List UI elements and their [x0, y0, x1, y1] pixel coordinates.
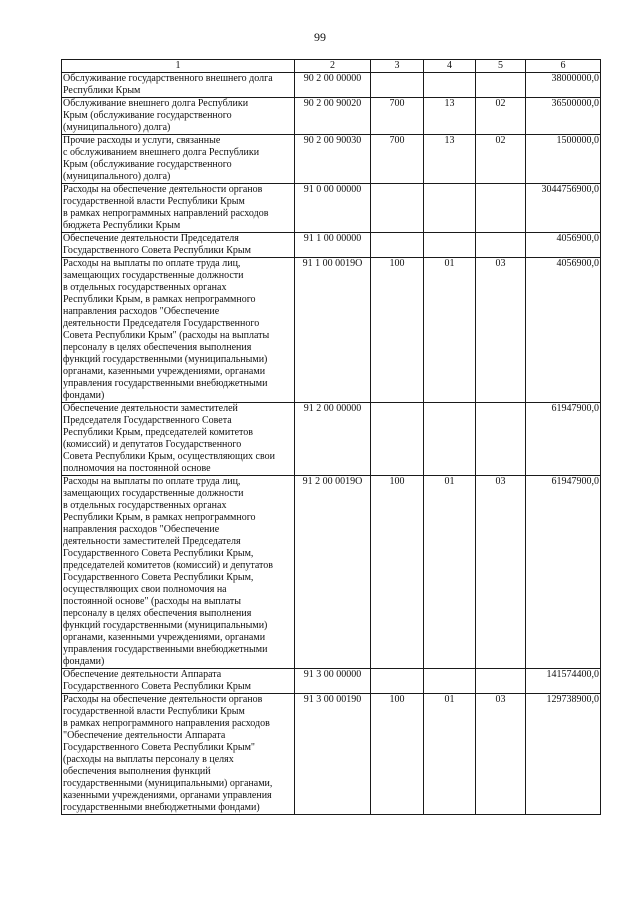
row-col3-cell: 100	[371, 476, 424, 669]
table-row	[62, 73, 601, 98]
row-code-cell: 91 1 00 00000	[295, 233, 371, 258]
table-row	[62, 403, 601, 476]
row-col3-cell	[371, 73, 424, 98]
table-row	[62, 135, 601, 184]
row-name-cell: Обеспечение деятельности заместителей Председателя Государственного Совета Республики Крым, председателей комитетов (комиссий) и депутатов Государственного Совета Республики Крым, осуществляющих свои полномочия на постоянной основе	[62, 403, 295, 476]
table-row	[62, 233, 601, 258]
row-name-cell: Обслуживание внешнего долга Республики Крым (обслуживание государственного (муниципального) долга)	[62, 98, 295, 135]
row-code-cell: 91 2 00 0019О	[295, 476, 371, 669]
column-header: 2	[295, 60, 371, 73]
row-name-cell: Расходы на выплаты по оплате труда лиц, замещающих государственные должности в отдельных государственных органах Республики Крым, в рамках непрограммного направления расходов "Обеспечение деятельности заместителей Председателя Государственного Совета Республики Крым, председателей комитетов (комиссий) и депутатов Государственного Совета Республики Крым, осуществляющих свои полномочия на постоянной основе" (расходы на выплаты персоналу в целях обеспечения выполнения функций государственными (муниципальными) органами, казенными учреждениями, органами управления государственными внебюджетными фондами)	[62, 476, 295, 669]
row-amount-cell: 4056900,0	[526, 258, 601, 403]
row-col3-cell	[371, 669, 424, 694]
row-amount-cell: 3044756900,0	[526, 184, 601, 233]
row-col5-cell	[476, 669, 526, 694]
row-amount-cell: 36500000,0	[526, 98, 601, 135]
row-amount-cell: 1500000,0	[526, 135, 601, 184]
row-col4-cell	[424, 73, 476, 98]
table-row	[62, 669, 601, 694]
table-row	[62, 258, 601, 403]
row-col4-cell: 01	[424, 694, 476, 815]
table-row	[62, 98, 601, 135]
row-col3-cell: 100	[371, 694, 424, 815]
row-col4-cell: 01	[424, 476, 476, 669]
row-col5-cell	[476, 233, 526, 258]
column-header: 5	[476, 60, 526, 73]
row-col5-cell: 03	[476, 258, 526, 403]
column-header: 3	[371, 60, 424, 73]
page-number: 99	[314, 30, 326, 44]
row-name-cell: Обеспечение деятельности Председателя Государственного Совета Республики Крым	[62, 233, 295, 258]
row-col3-cell	[371, 184, 424, 233]
row-code-cell: 90 2 00 90030	[295, 135, 371, 184]
table-row	[62, 694, 601, 815]
row-amount-cell: 61947900,0	[526, 403, 601, 476]
table-header-row	[62, 60, 601, 73]
row-col3-cell	[371, 403, 424, 476]
row-col3-cell	[371, 233, 424, 258]
row-col4-cell: 01	[424, 258, 476, 403]
row-col5-cell: 02	[476, 98, 526, 135]
row-col5-cell: 03	[476, 694, 526, 815]
row-col4-cell: 13	[424, 98, 476, 135]
row-col4-cell	[424, 669, 476, 694]
row-col4-cell: 13	[424, 135, 476, 184]
column-header: 1	[62, 60, 295, 73]
row-amount-cell: 141574400,0	[526, 669, 601, 694]
row-name-cell: Расходы на обеспечение деятельности органов государственной власти Республики Крым в рамках непрограммного направления расходов "Обеспечение деятельности Аппарата Государственного Совета Республики Крым" (расходы на выплаты персоналу в целях обеспечения выполнения функций государственными (муниципальными) органами, казенными учреждениями, органами управления государственными внебюджетными фондами)	[62, 694, 295, 815]
row-code-cell: 90 2 00 90020	[295, 98, 371, 135]
row-amount-cell: 61947900,0	[526, 476, 601, 669]
row-name-cell: Расходы на выплаты по оплате труда лиц, замещающих государственные должности в отдельных государственных органах Республики Крым, в рамках непрограммного направления расходов "Обеспечение деятельности Председателя Государственного Совета Республики Крым" (расходы на выплаты персоналу в целях обеспечения выполнения функций государственными (муниципальными) органами, казенными учреждениями, органами управления государственными внебюджетными фондами)	[62, 258, 295, 403]
row-code-cell: 91 0 00 00000	[295, 184, 371, 233]
table-row	[62, 476, 601, 669]
row-col4-cell	[424, 233, 476, 258]
row-amount-cell: 38000000,0	[526, 73, 601, 98]
row-col5-cell: 03	[476, 476, 526, 669]
row-col3-cell: 700	[371, 135, 424, 184]
row-name-cell: Обслуживание государственного внешнего долга Республики Крым	[62, 73, 295, 98]
row-name-cell: Обеспечение деятельности Аппарата Государственного Совета Республики Крым	[62, 669, 295, 694]
row-amount-cell: 4056900,0	[526, 233, 601, 258]
row-code-cell: 91 2 00 00000	[295, 403, 371, 476]
row-col5-cell	[476, 403, 526, 476]
column-header: 6	[526, 60, 601, 73]
row-name-cell: Расходы на обеспечение деятельности органов государственной власти Республики Крым в рамках непрограммных направлений расходов бюджета Республики Крым	[62, 184, 295, 233]
row-col5-cell: 02	[476, 135, 526, 184]
row-code-cell: 91 1 00 0019О	[295, 258, 371, 403]
table-row	[62, 184, 601, 233]
row-col5-cell	[476, 184, 526, 233]
row-col5-cell	[476, 73, 526, 98]
budget-table	[61, 59, 601, 815]
column-header: 4	[424, 60, 476, 73]
row-col3-cell: 100	[371, 258, 424, 403]
row-code-cell: 91 3 00 00000	[295, 669, 371, 694]
row-code-cell: 91 3 00 00190	[295, 694, 371, 815]
row-amount-cell: 129738900,0	[526, 694, 601, 815]
row-code-cell: 90 2 00 00000	[295, 73, 371, 98]
row-col4-cell	[424, 184, 476, 233]
row-col3-cell: 700	[371, 98, 424, 135]
row-name-cell: Прочие расходы и услуги, связанные с обслуживанием внешнего долга Республики Крым (обслуживание государственного (муниципального) долга)	[62, 135, 295, 184]
row-col4-cell	[424, 403, 476, 476]
